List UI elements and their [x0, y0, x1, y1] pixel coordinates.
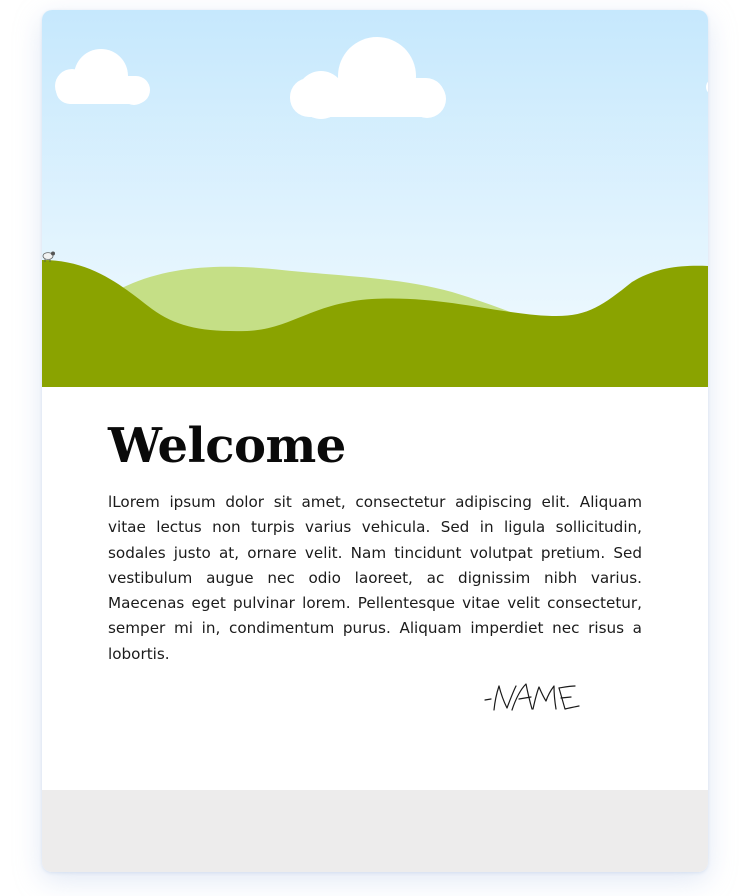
- footer-band: [42, 790, 708, 872]
- page-title: Welcome: [108, 418, 346, 474]
- signature: [482, 678, 592, 722]
- welcome-card: [42, 10, 708, 872]
- card-content: [108, 414, 642, 667]
- landscape-illustration: [42, 10, 708, 387]
- body-paragraph: lLorem ipsum dolor sit amet, consectetur adipiscing elit. Aliquam vitae lectus non turpis varius vehicula. Sed in ligula sollicitudin, sodales justo at, ornare velit. Nam tincidunt volutpat pretium. Sed vestibulum augue nec odio laoreet, ac dignissim nibh varius. Maecenas eget pulvinar lorem. Pellentesque vitae velit consectetur, semper mi in, condimentum purus. Aliquam imperdiet nec risus a lobortis.: [108, 493, 642, 663]
